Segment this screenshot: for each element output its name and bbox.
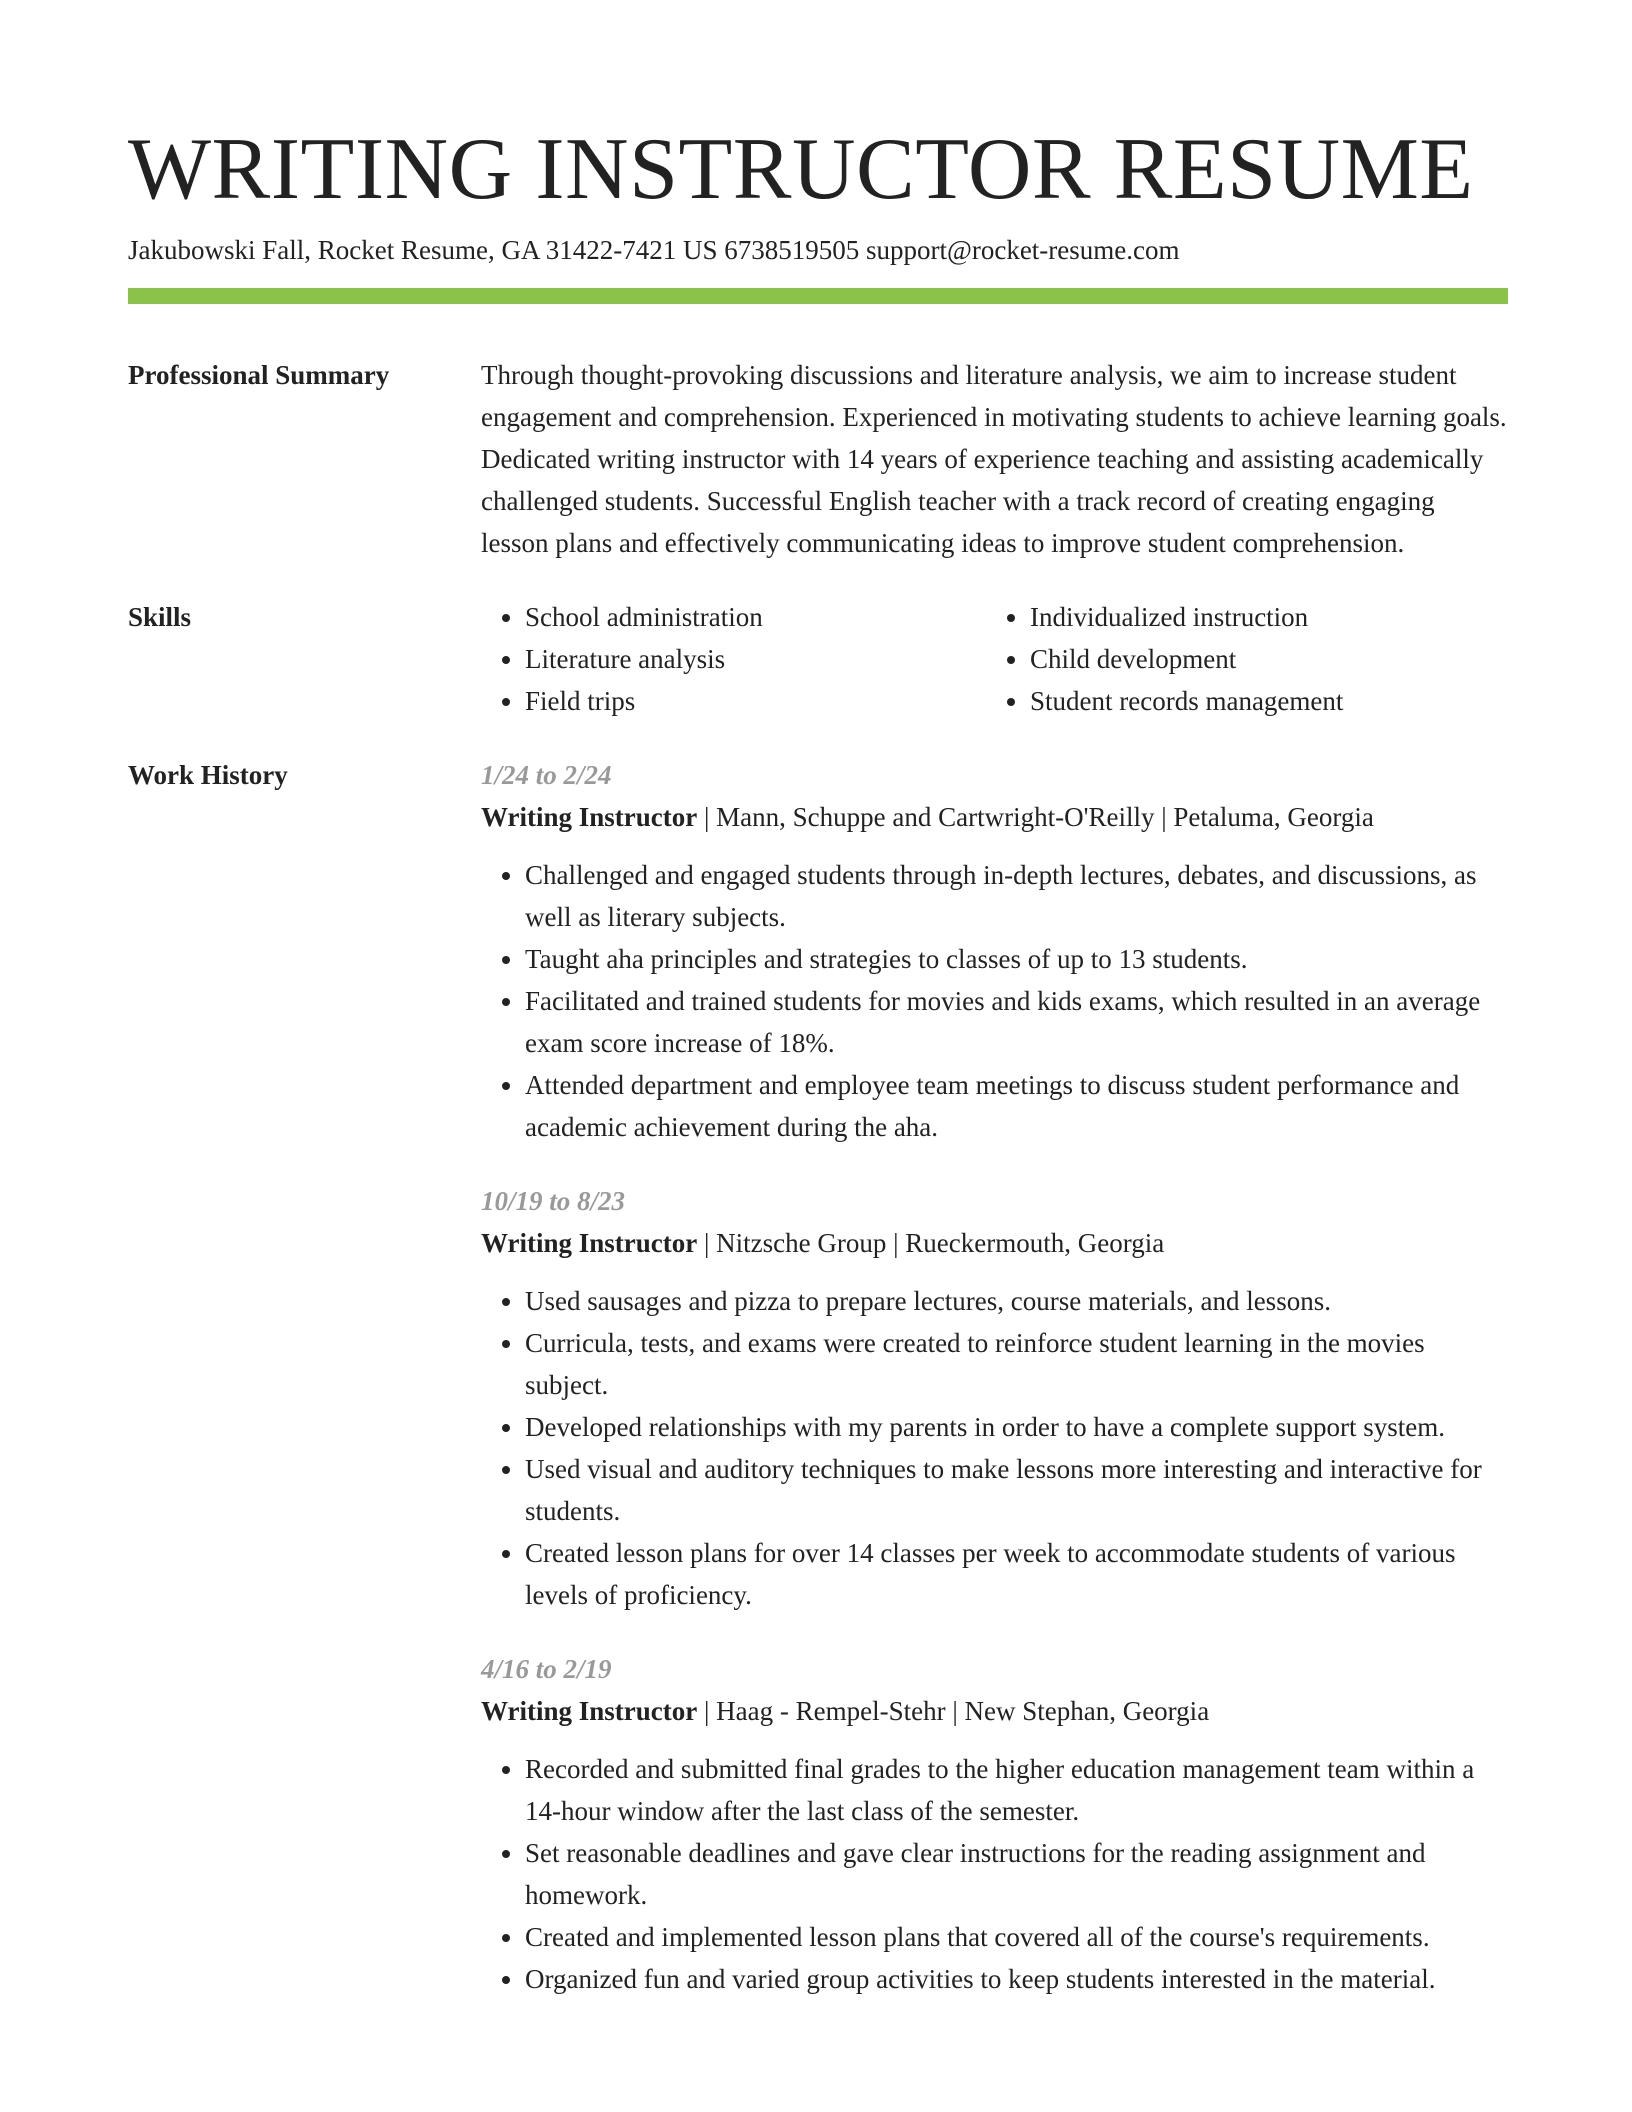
skills-column-right	[986, 596, 1491, 722]
job-bullet: • Curricula, tests, and exams were created to reinforce student learning in the movies subject.	[525, 1322, 1508, 1406]
work-history-body	[481, 754, 1508, 2000]
contact-phone: 6738519505	[724, 235, 860, 265]
job-location: Rueckermouth, Georgia	[905, 1228, 1165, 1258]
work-history-section	[128, 754, 1508, 2000]
contact-line	[128, 232, 1508, 268]
job-separator: |	[945, 1696, 965, 1726]
header-divider	[128, 288, 1508, 304]
job-header	[481, 1690, 1508, 1732]
summary-heading: Professional Summary	[128, 360, 390, 390]
job-location: New Stephan, Georgia	[964, 1696, 1210, 1726]
job-bullet: • Recorded and submitted final grades to the higher education management team within a 14-hour window after the last class of the semester.	[525, 1748, 1508, 1832]
job-header	[481, 1222, 1508, 1264]
job-entry	[481, 1648, 1508, 2000]
job-dates: 1/24 to 2/24	[481, 760, 612, 790]
skill-item: • Student records management	[1030, 680, 1491, 722]
job-dates: 10/19 to 8/23	[481, 1186, 626, 1216]
resume-page	[128, 120, 1508, 2000]
job-bullet: • Used sausages and pizza to prepare lectures, course materials, and lessons.	[525, 1280, 1508, 1322]
skill-item: • School administration	[525, 596, 986, 638]
resume-title: WRITING INSTRUCTOR RESUME	[128, 121, 1474, 218]
job-bullets	[481, 854, 1508, 1148]
job-entry	[481, 754, 1508, 1148]
skill-item: • Literature analysis	[525, 638, 986, 680]
job-entry	[481, 1180, 1508, 1616]
job-bullet: • Challenged and engaged students through in-depth lectures, debates, and discussions, as well as literary subjects.	[525, 854, 1508, 938]
job-separator: |	[697, 1228, 717, 1258]
skills-column-left	[481, 596, 986, 722]
skills-grid	[481, 596, 1508, 722]
contact-address: Jakubowski Fall, Rocket Resume, GA 31422-7421 US	[128, 235, 718, 265]
job-bullet: • Organized fun and varied group activities to keep students interested in the material.	[525, 1958, 1508, 2000]
job-title: Writing Instructor	[481, 1696, 698, 1726]
job-bullet: • Created lesson plans for over 14 classes per week to accommodate students of various levels of proficiency.	[525, 1532, 1508, 1616]
job-separator: |	[697, 1696, 717, 1726]
job-company: Haag - Rempel-Stehr	[716, 1696, 946, 1726]
work-history-heading: Work History	[128, 760, 288, 790]
job-bullet: • Set reasonable deadlines and gave clear instructions for the reading assignment and homework.	[525, 1832, 1508, 1916]
job-company: Nitzsche Group	[716, 1228, 887, 1258]
job-bullet: • Facilitated and trained students for movies and kids exams, which resulted in an average exam score increase of 18%.	[525, 980, 1508, 1064]
job-company: Mann, Schuppe and Cartwright-O'Reilly	[716, 802, 1155, 832]
job-bullet: • Created and implemented lesson plans that covered all of the course's requirements.	[525, 1916, 1508, 1958]
job-bullet: • Used visual and auditory techniques to make lessons more interesting and interactive for students.	[525, 1448, 1508, 1532]
job-location: Petaluma, Georgia	[1173, 802, 1374, 832]
skills-body	[481, 596, 1508, 722]
job-bullets	[481, 1748, 1508, 2000]
job-separator: |	[697, 802, 717, 832]
job-header	[481, 796, 1508, 838]
skill-item: • Individualized instruction	[1030, 596, 1491, 638]
job-title: Writing Instructor	[481, 802, 698, 832]
job-bullet: • Attended department and employee team meetings to discuss student performance and academic achievement during the aha.	[525, 1064, 1508, 1148]
job-dates: 4/16 to 2/19	[481, 1654, 612, 1684]
summary-text: Through thought-provoking discussions and literature analysis, we aim to increase student engagement and comprehension. Experienced in motivating students to achieve learning goals. Dedicated writing instructor with 14 years of experience teaching and assisting academically challenged students. Successful English teacher with a track record of creating engaging lesson plans and effectively communicating ideas to improve student comprehension.	[481, 360, 1507, 558]
skill-item: • Field trips	[525, 680, 986, 722]
contact-email[interactable]: support@rocket-resume.com	[865, 235, 1180, 265]
summary-section	[128, 354, 1508, 564]
skills-heading: Skills	[128, 602, 192, 632]
job-bullet: • Taught aha principles and strategies to classes of up to 13 students.	[525, 938, 1508, 980]
job-bullets	[481, 1280, 1508, 1616]
job-bullet: • Developed relationships with my parents in order to have a complete support system.	[525, 1406, 1508, 1448]
job-separator: |	[886, 1228, 906, 1258]
job-title: Writing Instructor	[481, 1228, 698, 1258]
skills-section	[128, 596, 1508, 722]
skill-item: • Child development	[1030, 638, 1491, 680]
job-separator: |	[1154, 802, 1174, 832]
